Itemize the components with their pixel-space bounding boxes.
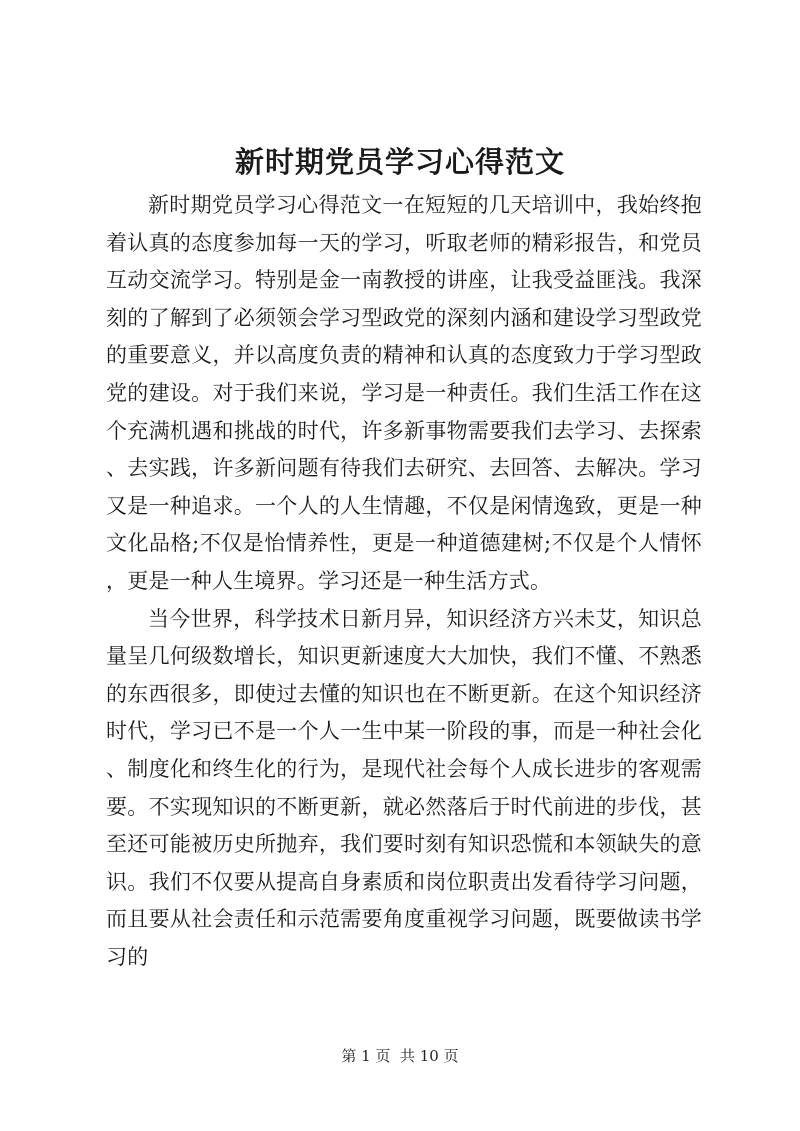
paragraph-2: 当今世界，科学技术日新月异，知识经济方兴未艾，知识总量呈几何级数增长，知识更新速度大大加快，我们不懂、不熟悉的东西很多，即使过去懂的知识也在不断更新。在这个知识经济时代，学习已不是一个人一生中某一阶段的事，而是一种社会化、制度化和终生化的行为，是现代社会每个人成长进步的客观需要。不实现知识的不断更新，就必然落后于时代前进的步伐，甚至还可能被历史所抛弃，我们要时刻有知识恐慌和本领缺失的意识。我们不仅要从提高自身素质和岗位职责出发看待学习问题，而且要从社会责任和示范需要角度重视学习问题，既要做读书学习的	[106, 606, 702, 969]
document-title: 新时期党员学习心得范文	[234, 145, 565, 179]
page-footer	[0, 1045, 800, 1066]
page-number-label: 第 1 页 共 10 页	[341, 1047, 459, 1065]
document-body	[106, 187, 702, 976]
paragraph-1: 新时期党员学习心得范文一在短短的几天培训中，我始终抱着认真的态度参加每一天的学习，听取老师的精彩报告，和党员互动交流学习。特别是金一南教授的讲座，让我受益匪浅。我深刻的了解到了必须领会学习型政党的深刻内涵和建设学习型政党的重要意义，并以高度负责的精神和认真的态度致力于学习型政党的建设。对于我们来说，学习是一种责任。我们生活工作在这个充满机遇和挑战的时代，许多新事物需要我们去学习、去探索、去实践，许多新问题有待我们去研究、去回答、去解决。学习又是一种追求。一个人的人生情趣，不仅是闲情逸致，更是一种文化品格;不仅是怡情养性，更是一种道德建树;不仅是个人情怀，更是一种人生境界。学习还是一种生活方式。	[106, 193, 702, 593]
